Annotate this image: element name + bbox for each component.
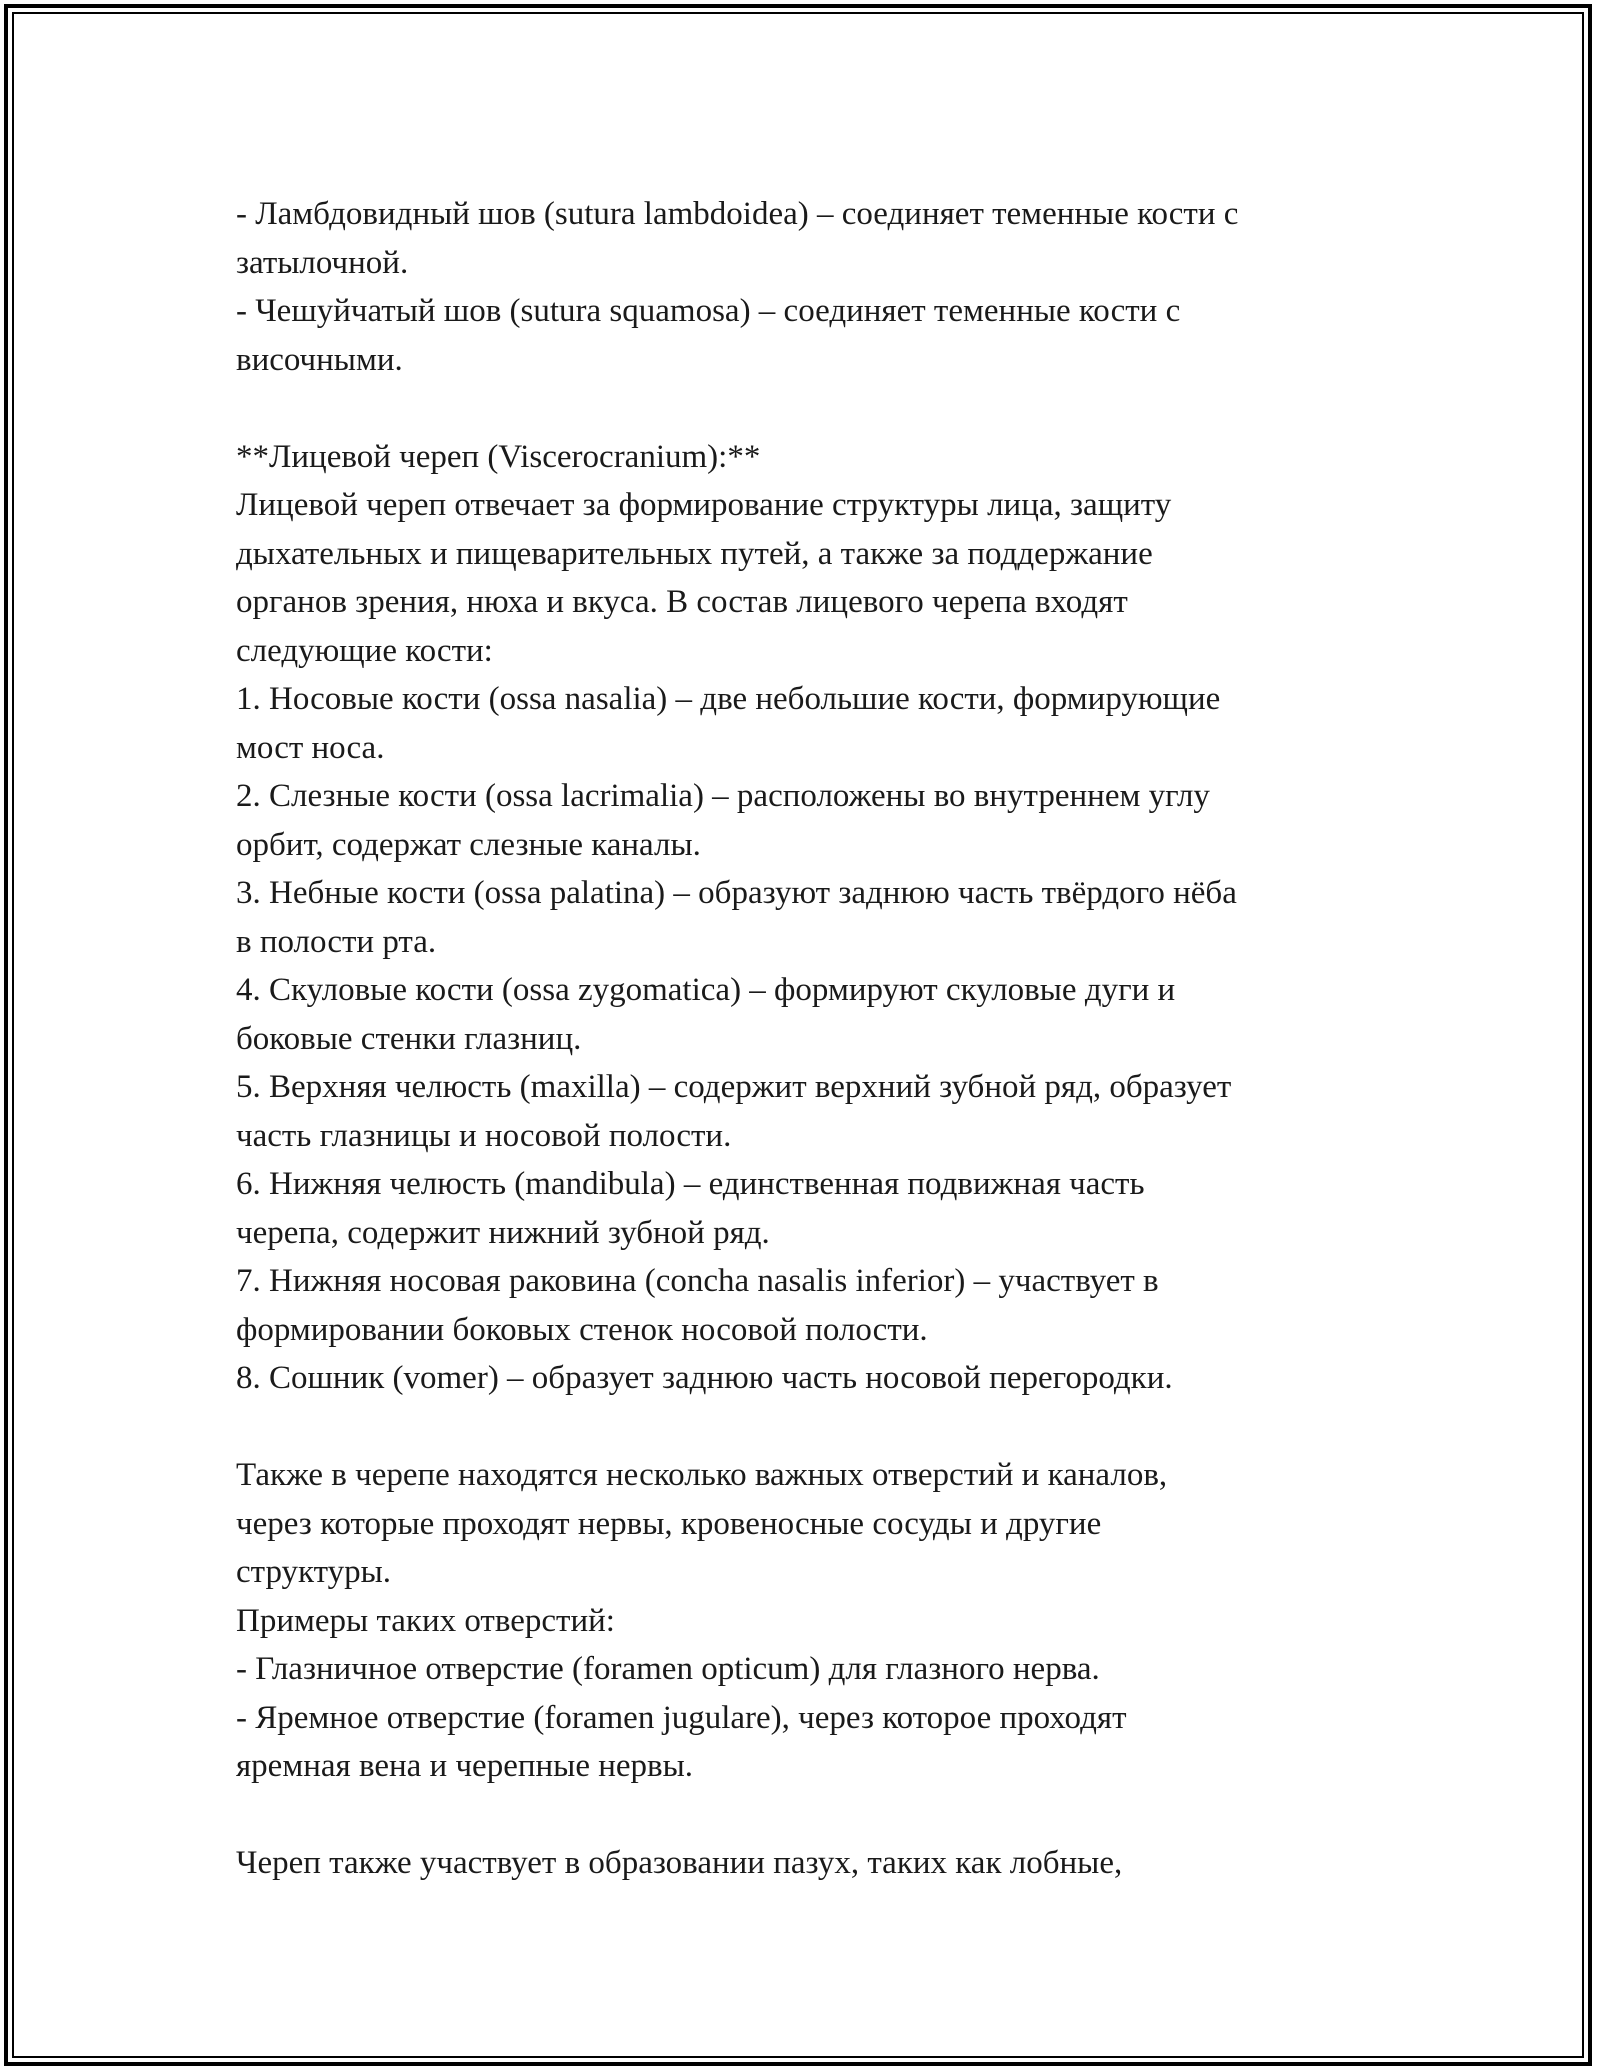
list-item-continuation: боковые стенки глазниц. (236, 1020, 582, 1057)
text-line: затылочной. (236, 244, 409, 281)
list-item: 4. Скуловые кости (ossa zygomatica) – формируют скуловые дуги и (236, 972, 1176, 1008)
document-body (236, 190, 1396, 1888)
text-line: Также в черепе находятся несколько важных отверстий и каналов, (236, 1457, 1168, 1493)
list-item: - Яремное отверстие (foramen jugulare), через которое проходят (236, 1699, 1127, 1736)
text-line: височными. (236, 341, 403, 378)
text-line: органов зрения, нюха и вкуса. В состав лицевого черепа входят (236, 584, 1128, 620)
text-line: структуры. (236, 1554, 392, 1590)
list-item: 2. Слезные кости (ossa lacrimalia) – расположены во внутреннем углу (236, 778, 1210, 814)
list-item: 6. Нижняя челюсть (mandibula) – единственная подвижная часть (236, 1166, 1145, 1202)
text-line: следующие кости: (236, 632, 493, 669)
text-line: дыхательных и пищеварительных путей, а также за поддержание (236, 535, 1153, 572)
list-item-continuation: часть глазницы и носовой полости. (236, 1117, 732, 1154)
list-item-continuation: в полости рта. (236, 923, 437, 960)
text-line: Примеры таких отверстий: (236, 1602, 615, 1639)
blank-line (236, 1791, 1396, 1840)
text-line: Лицевой череп отвечает за формирование структуры лица, защиту (236, 487, 1172, 523)
text-line: через которые проходят нервы, кровеносные сосуды и другие (236, 1505, 1102, 1542)
blank-line (236, 384, 1396, 433)
list-item: 7. Нижняя носовая раковина (concha nasalis inferior) – участвует в (236, 1263, 1159, 1299)
list-item-continuation: черепа, содержит нижний зубной ряд. (236, 1214, 770, 1251)
text-line: - Чешуйчатый шов (sutura squamosa) – соединяет теменные кости с (236, 293, 1181, 329)
list-item: 3. Небные кости (ossa palatina) – образуют заднюю часть твёрдого нёба (236, 875, 1237, 911)
list-item-continuation: формировании боковых стенок носовой полости. (236, 1311, 928, 1348)
list-item-continuation: яремная вена и черепные нервы. (236, 1748, 694, 1784)
list-item-continuation: орбит, содержат слезные каналы. (236, 826, 701, 863)
text-line: Череп также участвует в образовании пазух, таких как лобные, (236, 1845, 1123, 1881)
text-line: - Ламбдовидный шов (sutura lambdoidea) – соединяет теменные кости с (236, 196, 1239, 232)
list-item: 1. Носовые кости (ossa nasalia) – две небольшие кости, формирующие (236, 681, 1221, 717)
section-heading: **Лицевой череп (Viscerocranium):** (236, 438, 761, 475)
list-item: - Глазничное отверстие (foramen opticum) для глазного нерва. (236, 1651, 1100, 1687)
blank-line (236, 1403, 1396, 1452)
list-item: 8. Сошник (vomer) – образует заднюю часть носовой перегородки. (236, 1360, 1173, 1396)
list-item-continuation: мост носа. (236, 729, 385, 766)
list-item: 5. Верхняя челюсть (maxilla) – содержит верхний зубной ряд, образует (236, 1069, 1232, 1105)
